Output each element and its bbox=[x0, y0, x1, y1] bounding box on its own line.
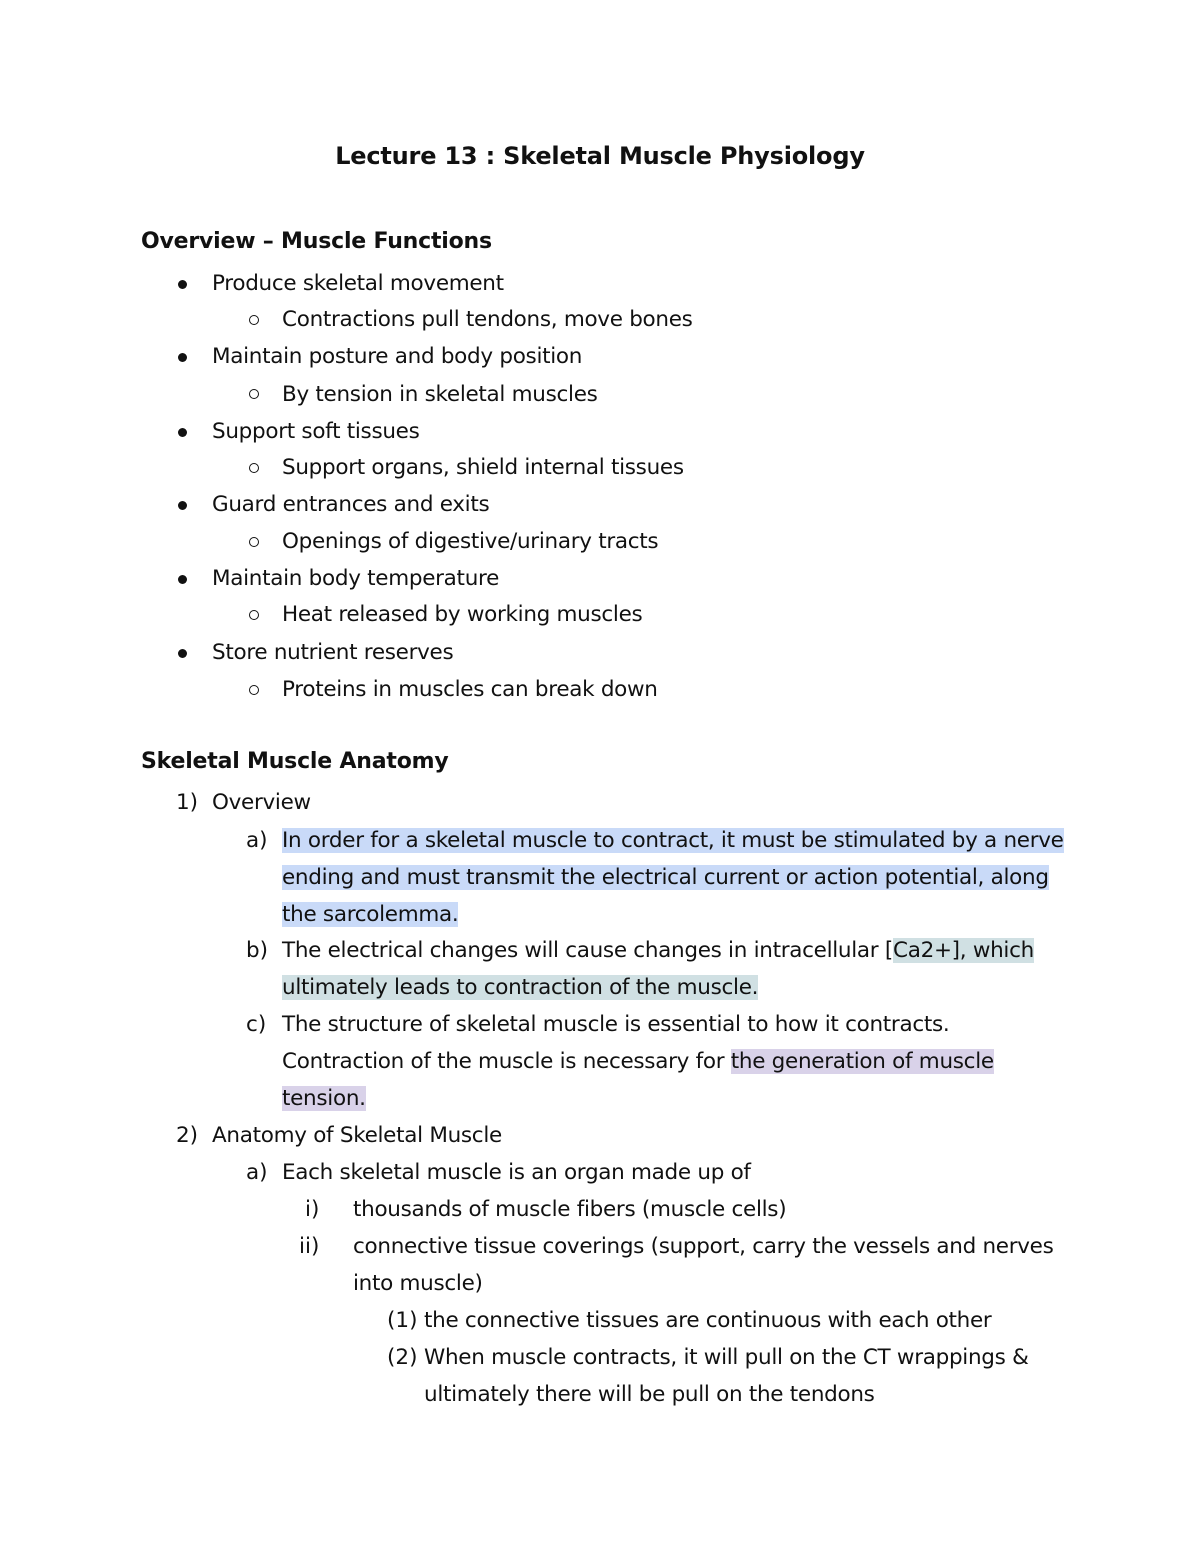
plain-text: The electrical changes will cause changes in intracellular [ bbox=[282, 938, 893, 963]
sub-bullet-icon bbox=[249, 463, 259, 473]
bullet-icon bbox=[178, 649, 187, 658]
list-subitem: The structure of skeletal muscle is essential to how it contracts. bbox=[282, 1012, 950, 1037]
highlighted-text: ultimately leads to contraction of the muscle. bbox=[282, 975, 759, 1000]
bullet-icon bbox=[178, 280, 187, 289]
list-subitem-continuation bbox=[282, 859, 1049, 896]
sub-bullet-icon bbox=[249, 537, 259, 547]
sub-bullet-icon bbox=[249, 610, 259, 620]
plain-text: Contraction of the muscle is necessary for bbox=[282, 1049, 731, 1074]
list-marker: b) bbox=[246, 938, 269, 963]
list-subsubitem-continuation: into muscle) bbox=[353, 1271, 483, 1296]
list-subitem: Support organs, shield internal tissues bbox=[282, 455, 684, 480]
highlighted-text: ending and must transmit the electrical current or action potential, along bbox=[282, 865, 1049, 890]
list-item: Store nutrient reserves bbox=[212, 640, 454, 665]
list-marker: c) bbox=[246, 1012, 267, 1037]
list-item: Anatomy of Skeletal Muscle bbox=[212, 1123, 502, 1148]
highlighted-text: tension. bbox=[282, 1086, 366, 1111]
bullet-icon bbox=[178, 428, 187, 437]
section-heading-overview: Overview – Muscle Functions bbox=[141, 229, 492, 254]
list-subitem bbox=[282, 932, 1034, 969]
list-subitem: Proteins in muscles can break down bbox=[282, 677, 658, 702]
list-subsubitem: thousands of muscle fibers (muscle cells) bbox=[353, 1197, 787, 1222]
list-subitem: Each skeletal muscle is an organ made up of bbox=[282, 1160, 751, 1185]
list-subitem-continuation bbox=[282, 969, 758, 1006]
list-item: Maintain body temperature bbox=[212, 566, 500, 591]
list-subitem: By tension in skeletal muscles bbox=[282, 382, 598, 407]
list-marker: (2) bbox=[387, 1345, 418, 1370]
list-subitem: Contractions pull tendons, move bones bbox=[282, 307, 693, 332]
list-subitem: Openings of digestive/urinary tracts bbox=[282, 529, 659, 554]
list-marker: ii) bbox=[299, 1234, 320, 1259]
sub-bullet-icon bbox=[249, 315, 259, 325]
list-marker: (1) bbox=[387, 1308, 418, 1333]
list-marker: a) bbox=[246, 828, 268, 853]
highlighted-text: In order for a skeletal muscle to contract, it must be stimulated by a nerve bbox=[282, 828, 1064, 853]
section-heading-anatomy: Skeletal Muscle Anatomy bbox=[141, 749, 449, 774]
list-subitem-continuation bbox=[282, 1043, 994, 1080]
highlighted-text: the sarcolemma. bbox=[282, 902, 459, 927]
highlighted-text: Ca2+], which bbox=[892, 938, 1034, 963]
bullet-icon bbox=[178, 501, 187, 510]
list-item: Produce skeletal movement bbox=[212, 271, 504, 296]
list-subitem-continuation bbox=[282, 896, 458, 933]
list-item: Guard entrances and exits bbox=[212, 492, 490, 517]
page-title: Lecture 13 : Skeletal Muscle Physiology bbox=[335, 142, 865, 170]
list-numbered-item: the connective tissues are continuous with each other bbox=[424, 1308, 992, 1333]
list-marker: i) bbox=[305, 1197, 320, 1222]
list-subitem-continuation bbox=[282, 1080, 366, 1117]
list-item: Overview bbox=[212, 790, 311, 815]
list-marker: 2) bbox=[176, 1123, 199, 1148]
list-numbered-item-continuation: ultimately there will be pull on the tendons bbox=[424, 1382, 875, 1407]
list-subitem bbox=[282, 822, 1064, 859]
sub-bullet-icon bbox=[249, 685, 259, 695]
list-marker: a) bbox=[246, 1160, 268, 1185]
list-subsubitem: connective tissue coverings (support, carry the vessels and nerves bbox=[353, 1234, 1054, 1259]
bullet-icon bbox=[178, 353, 187, 362]
list-marker: 1) bbox=[176, 790, 199, 815]
list-subitem: Heat released by working muscles bbox=[282, 602, 643, 627]
highlighted-text: the generation of muscle bbox=[730, 1049, 994, 1074]
list-item: Maintain posture and body position bbox=[212, 344, 583, 369]
list-numbered-item: When muscle contracts, it will pull on the CT wrappings & bbox=[424, 1345, 1029, 1370]
list-item: Support soft tissues bbox=[212, 419, 420, 444]
bullet-icon bbox=[178, 575, 187, 584]
sub-bullet-icon bbox=[249, 389, 259, 399]
